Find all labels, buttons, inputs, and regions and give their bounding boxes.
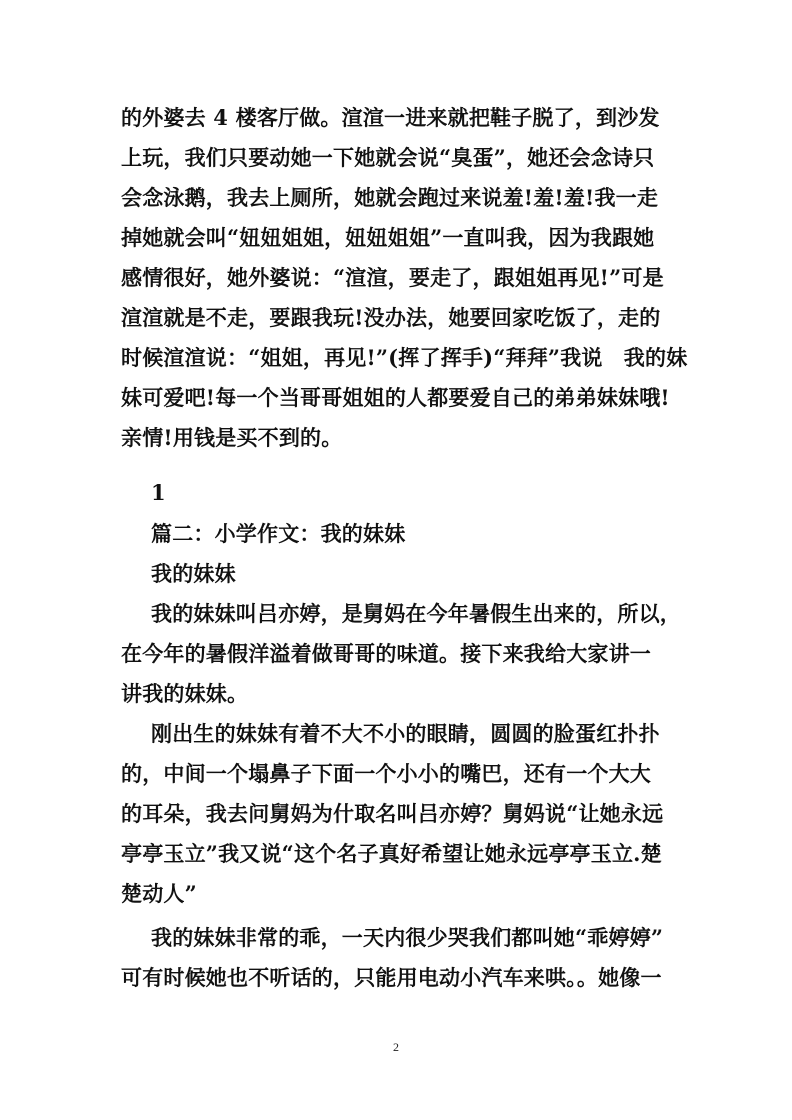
text-line: 掉她就会叫“妞妞姐姐，妞妞姐姐”一直叫我，因为我跟她 <box>121 225 655 250</box>
text-line: 妹可爱吧!每一个当哥哥姐姐的人都要爱自己的弟弟妹妹哦! <box>121 385 670 410</box>
text-line: 刚出生的妹妹有着不大不小的眼睛，圆圆的脸蛋红扑扑 <box>151 721 660 746</box>
text-line: 在今年的暑假洋溢着做哥哥的味道。接下来我给大家讲一 <box>121 641 651 666</box>
text-line: 讲我的妹妹。 <box>121 681 249 706</box>
text-line: 的，中间一个塌鼻子下面一个小小的嘴巴，还有一个大大 <box>121 761 651 786</box>
section-heading: 篇二：小学作文：我的妹妹 <box>151 521 406 546</box>
page-number: 2 <box>393 1040 399 1054</box>
text-line: 可有时候她也不听话的，只能用电动小汽车来哄。。她像一 <box>121 965 662 990</box>
text-line: 我的妹妹非常的乖，一天内很少哭我们都叫她“乖婷婷” <box>151 925 664 950</box>
text-line: 感情很好，她外婆说：“渲渲，要走了，跟姐姐再见!”可是 <box>121 265 664 290</box>
text-line: 亲情!用钱是买不到的。 <box>121 425 343 450</box>
text-line: 会念泳鹅，我去上厕所，她就会跑过来说羞!羞!羞!我一走 <box>121 185 659 210</box>
text-line: 时候渲渲说：“姐姐，再见!”(挥了挥手)“拜拜”我说 我的妹 <box>121 345 688 370</box>
text-line: 亭亭玉立”我又说“这个名子真好希望让她永远亭亭玉立.楚 <box>121 841 662 866</box>
section-number: 1 <box>151 480 166 505</box>
text-line: 我的妹妹叫吕亦婷，是舅妈在今年暑假生出来的，所以， <box>151 601 681 626</box>
text-line: 上玩，我们只要动她一下她就会说“臭蛋”，她还会念诗只 <box>121 145 655 170</box>
essay-title: 我的妹妹 <box>151 561 236 586</box>
text-line: 的外婆去 4 楼客厅做。渲渲一进来就把鞋子脱了，到沙发 <box>121 105 660 130</box>
text-line: 楚动人” <box>121 881 197 906</box>
text-line: 渲渲就是不走，要跟我玩!没办法，她要回家吃饭了，走的 <box>121 305 661 330</box>
text-line: 的耳朵，我去问舅妈为什取名叫吕亦婷？舅妈说“让她永远 <box>121 801 664 826</box>
